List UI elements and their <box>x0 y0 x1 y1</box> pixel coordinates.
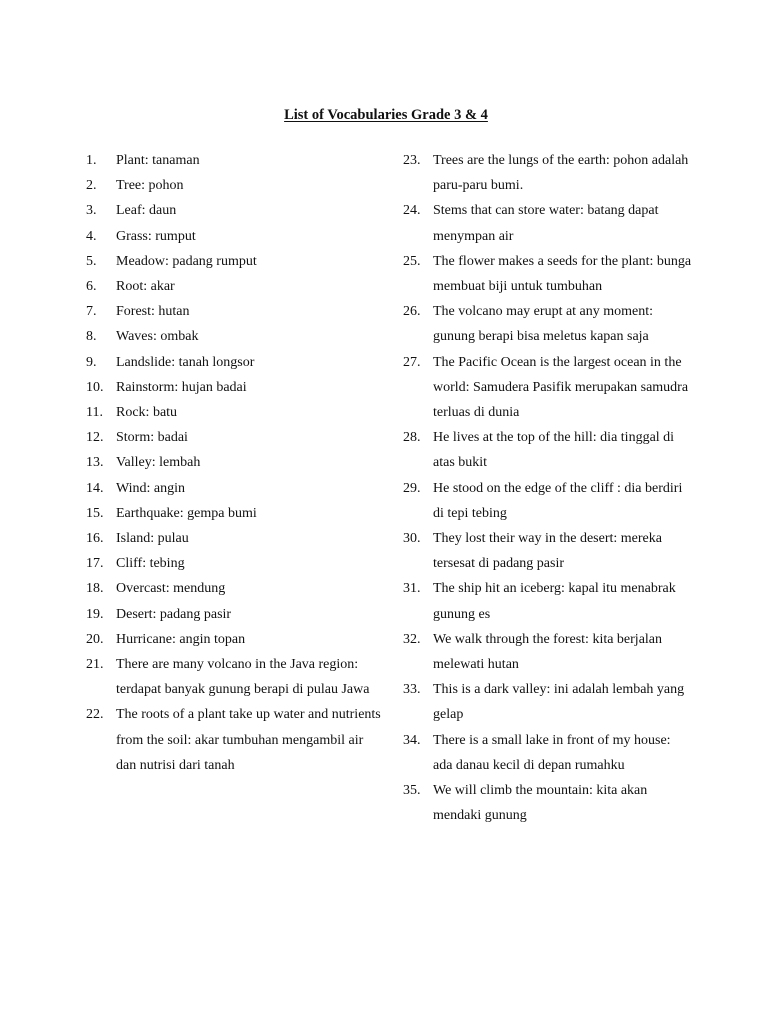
item-text: Plant: tanaman <box>116 153 200 168</box>
list-item <box>86 299 386 324</box>
item-number: 26. <box>403 304 421 320</box>
list-item <box>86 526 386 551</box>
item-text: The volcano may erupt at any moment: gunung berapi bisa meletus kapan saja <box>433 304 654 345</box>
item-number: 30. <box>403 531 421 547</box>
item-text: The Pacific Ocean is the largest ocean in the world: Samudera Pasifik merupakan samudra terluas di dunia <box>433 354 689 421</box>
list-item <box>86 224 386 249</box>
vocabulary-list-left <box>86 148 386 778</box>
item-number: 6. <box>86 279 97 295</box>
item-number: 25. <box>403 253 421 269</box>
item-number: 4. <box>86 228 97 244</box>
item-text: Cliff: tebing <box>116 556 185 572</box>
item-number: 15. <box>86 505 104 521</box>
list-item <box>86 652 386 702</box>
list-item <box>403 249 693 299</box>
list-item <box>403 576 693 626</box>
item-number: 17. <box>86 556 104 572</box>
item-number: 34. <box>403 732 421 748</box>
list-item <box>86 324 386 349</box>
item-text: Wind: angin <box>116 480 186 496</box>
item-number: 19. <box>86 606 104 622</box>
list-item <box>403 148 693 198</box>
item-text: Waves: ombak <box>116 329 199 345</box>
item-text: Tree: pohon <box>116 178 184 194</box>
list-item <box>403 778 693 828</box>
item-text: Hurricane: angin topan <box>116 631 246 647</box>
item-number: 13. <box>86 455 104 471</box>
item-text: Leaf: daun <box>116 203 177 219</box>
list-item <box>403 425 693 475</box>
vocabulary-list-right <box>403 148 693 828</box>
item-text: Overcast: mendung <box>116 581 226 597</box>
list-item <box>86 425 386 450</box>
item-number: 28. <box>403 430 421 446</box>
item-text: There is a small lake in front of my house: ada danau kecil di depan rumahku <box>433 732 671 773</box>
list-item <box>403 476 693 526</box>
item-number: 3. <box>86 203 97 219</box>
list-item <box>86 702 386 778</box>
item-number: 18. <box>86 581 104 597</box>
item-text: They lost their way in the desert: mereka tersesat di padang pasir <box>433 531 662 572</box>
item-text: We walk through the forest: kita berjalan melewati hutan <box>433 631 663 673</box>
item-text: Stems that can store water: batang dapat menympan air <box>433 203 659 244</box>
item-text: The flower makes a seeds for the plant: bunga membuat biji untuk tumbuhan <box>433 253 692 295</box>
list-item <box>86 576 386 601</box>
item-text: Root: akar <box>116 279 175 295</box>
list-item <box>86 627 386 652</box>
item-text: Desert: padang pasir <box>116 606 232 622</box>
item-number: 11. <box>86 405 103 421</box>
item-text: Rainstorm: hujan badai <box>116 379 247 395</box>
item-text: Landslide: tanah longsor <box>116 354 255 370</box>
item-number: 31. <box>403 581 421 597</box>
item-text: Storm: badai <box>116 430 188 446</box>
item-text: There are many volcano in the Java region: terdapat banyak gunung berapi di pulau Jawa <box>116 657 370 698</box>
list-item <box>86 476 386 501</box>
item-text: Forest: hutan <box>116 304 190 320</box>
item-text: Trees are the lungs of the earth: pohon adalah paru-paru bumi. <box>433 153 689 194</box>
list-item <box>86 375 386 400</box>
item-number: 7. <box>86 304 97 320</box>
list-item <box>86 198 386 223</box>
item-number: 24. <box>403 203 421 219</box>
list-item <box>86 274 386 299</box>
item-text: The ship hit an iceberg: kapal itu menabrak gunung es <box>433 581 676 622</box>
item-text: Valley: lembah <box>116 455 201 471</box>
list-item <box>86 173 386 198</box>
item-number: 23. <box>403 153 421 168</box>
item-number: 33. <box>403 682 421 698</box>
item-text: Grass: rumput <box>116 228 196 244</box>
page-title: List of Vocabularies Grade 3 & 4 <box>284 107 488 123</box>
list-item <box>403 350 693 426</box>
list-item <box>403 526 693 576</box>
item-number: 22. <box>86 707 104 723</box>
item-number: 12. <box>86 430 104 446</box>
item-text: Island: pulau <box>116 531 189 547</box>
list-item <box>86 602 386 627</box>
item-text: The roots of a plant take up water and nutrients from the soil: akar tumbuhan mengambil air dan nutrisi dari tanah <box>116 707 381 773</box>
item-number: 35. <box>403 783 421 799</box>
item-text: This is a dark valley: ini adalah lembah yang gelap <box>433 682 685 723</box>
list-item <box>86 450 386 475</box>
item-number: 16. <box>86 531 104 547</box>
item-number: 29. <box>403 480 421 496</box>
item-number: 2. <box>86 178 97 194</box>
list-item <box>86 501 386 526</box>
item-number: 21. <box>86 657 104 673</box>
list-item <box>403 299 693 349</box>
item-text: Rock: batu <box>116 405 178 421</box>
item-number: 5. <box>86 253 97 269</box>
list-item <box>86 148 386 173</box>
list-item <box>403 627 693 677</box>
list-item <box>403 198 693 248</box>
item-number: 1. <box>86 153 97 168</box>
item-number: 10. <box>86 379 104 395</box>
list-item <box>86 400 386 425</box>
item-number: 27. <box>403 354 421 370</box>
item-number: 20. <box>86 631 104 647</box>
item-text: Earthquake: gempa bumi <box>116 505 257 521</box>
list-item <box>86 350 386 375</box>
item-text: He stood on the edge of the cliff : dia berdiri di tepi tebing <box>433 480 683 521</box>
item-text: He lives at the top of the hill: dia tinggal di atas bukit <box>433 430 675 471</box>
list-item <box>403 728 693 778</box>
list-item <box>403 677 693 727</box>
item-number: 32. <box>403 631 421 647</box>
item-number: 9. <box>86 354 97 370</box>
item-text: We will climb the mountain: kita akan mendaki gunung <box>433 783 648 824</box>
item-text: Meadow: padang rumput <box>116 253 257 269</box>
item-number: 8. <box>86 329 97 345</box>
list-item <box>86 551 386 576</box>
item-number: 14. <box>86 480 104 496</box>
list-item <box>86 249 386 274</box>
